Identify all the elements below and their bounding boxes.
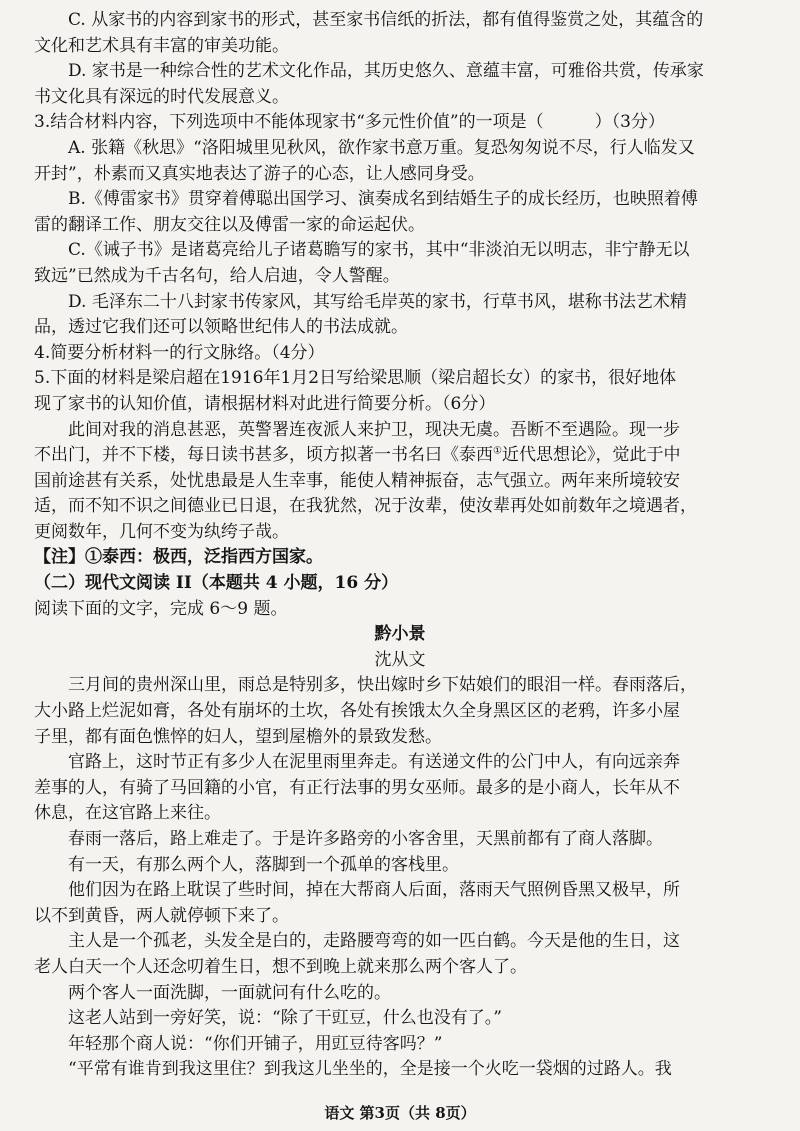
question-4: 4.简要分析材料一的行文脉络。（4分） [34,342,325,363]
story-line: 官路上，这时节正有多少人在泥里雨里奔走。有送递文件的公门中人，有向远亲奔 [68,752,680,773]
story-line: 差事的人，有骑了马回籍的小官，有正行法事的男女巫师。最多的是小商人，长年从不 [34,777,680,798]
reading-instruction: 阅读下面的文字，完成 6～9 题。 [34,598,288,619]
question-5-line-2: 现了家书的认知价值，请根据材料对此进行简要分析。（6分） [34,393,496,414]
q3-option-c-line-2: 致远”已然成为千古名句，给人启迪，令人警醒。 [34,265,400,286]
q3-option-d-line-1: D. 毛泽东二十八封家书传家风，其写给毛岸英的家书，行草书风，堪称书法艺术精 [68,291,687,312]
story-author: 沈从文 [374,649,426,670]
page-footer: 语文 第3页（共 8页） [324,1104,476,1122]
story-line: “平常有谁肯到我这里住？到我这儿坐坐的，全是接一个火吃一袋烟的过路人。我 [68,1059,672,1080]
letter-line-3: 国前途甚有关系，处忧患最是人生幸事，能使人精神振奋，志气强立。两年来所境较安 [34,470,680,491]
letter-line-5: 更阅数年，几何不变为纨绔子哉。 [34,521,289,542]
story-line: 三月间的贵州深山里，雨总是特别多，快出嫁时乡下姑娘们的眼泪一样。春雨落后， [68,675,697,696]
q3-option-a-line-1: A. 张籍《秋思》“洛阳城里见秋风，欲作家书意万重。复恐匆匆说不尽，行人临发又 [68,137,695,158]
story-title: 黔小景 [374,624,426,645]
story-line: 年轻那个商人说：“你们开铺子，用豇豆待客吗？” [68,1033,443,1054]
story-line: 以不到黄昏，两人就停顿下来了。 [34,905,289,926]
q3-option-a-line-2: 开封”，朴素而又真实地表达了游子的心态，让人感同身受。 [34,163,485,184]
option-c-line-1: C. 从家书的内容到家书的形式，甚至家书信纸的折法，都有值得鉴赏之处，其蕴含的 [68,10,704,30]
story-line: 大小路上烂泥如膏，各处有崩坏的土坎，各处有挨饿太久全身黑区区的老鸦，许多小屋 [34,701,680,722]
letter-line-2a: 不出门，并不下楼，每日读书甚多，顷方拟著一书名曰《泰西 [34,445,493,466]
letter-line-2b: 近代思想论》，觉此于中 [501,445,681,466]
question-3-stem: 3.结合材料内容，下列选项中不能体现家书“多元性价值”的一项是（ ）（3分） [34,112,665,133]
option-c-line-2: 文化和艺术具有丰富的审美功能。 [34,35,289,56]
footnote-mark: ① [493,445,502,457]
story-body [34,673,766,1083]
q3-option-c-line-1: C.《诫子书》是诸葛亮给儿子诸葛瞻写的家书，其中“非淡泊无以明志，非宁静无以 [68,240,690,261]
section-heading: （二）现代文阅读 II（本题共 4 小题，16 分） [34,573,399,594]
story-line: 这老人站到一旁好笑，说：“除了干豇豆，什么也没有了。” [68,1008,502,1029]
story-line: 老人白天一个人还念叨着生日，想不到晚上就来那么两个客人了。 [34,956,527,977]
q3-option-b-line-2: 雷的翻译工作、朋友交往以及傅雷一家的命运起伏。 [34,214,425,235]
story-line: 有一天，有那么两个人，落脚到一个孤单的客栈里。 [68,854,459,875]
letter-line-2 [34,443,766,469]
letter-line-1: 此间对我的消息甚恶，英警署连夜派人来护卫，现决无虞。吾断不至遇险。现一步 [68,419,680,440]
story-line: 主人是一个孤老，头发全是白的，走路腰弯弯的如一匹白鹤。今天是他的生日，这 [68,931,680,952]
story-line: 子里，都有面色憔悴的妇人，望到屋檐外的景致发愁。 [34,726,442,747]
story-line: 春雨一落后，路上难走了。于是许多路旁的小客舍里，天黑前都有了商人落脚。 [68,829,663,849]
story-line: 休息，在这官路上来往。 [34,803,221,824]
q3-option-b-line-1: B.《傅雷家书》贯穿着傅聪出国学习、演奏成名到结婚生子的成长经历，也映照着傅 [68,189,698,210]
story-line: 两个客人一面洗脚，一面就问有什么吃的。 [68,982,391,1003]
option-d-line-2: 书文化具有深远的时代发展意义。 [34,86,289,107]
letter-line-4: 适，而不知不识之间德业已日退，在我犹然，况于汝辈，使汝辈再处如前数年之境遇者， [34,496,697,517]
story-line: 他们因为在路上耽误了些时间，掉在大帮商人后面，落雨天气照例昏黑又极早，所 [68,880,680,901]
q3-option-d-line-2: 品，透过它我们还可以领略世纪伟人的书法成就。 [34,317,408,338]
question-5-line-1: 5.下面的材料是梁启超在1916年1月2日写给梁思顺（梁启超长女）的家书，很好地体 [34,368,677,389]
option-d-line-1: D. 家书是一种综合性的艺术文化作品，其历史悠久、意蕴丰富，可雅俗共赏，传承家 [68,61,704,82]
footnote: 【注】①泰西：极西，泛指西方国家。 [34,547,323,568]
